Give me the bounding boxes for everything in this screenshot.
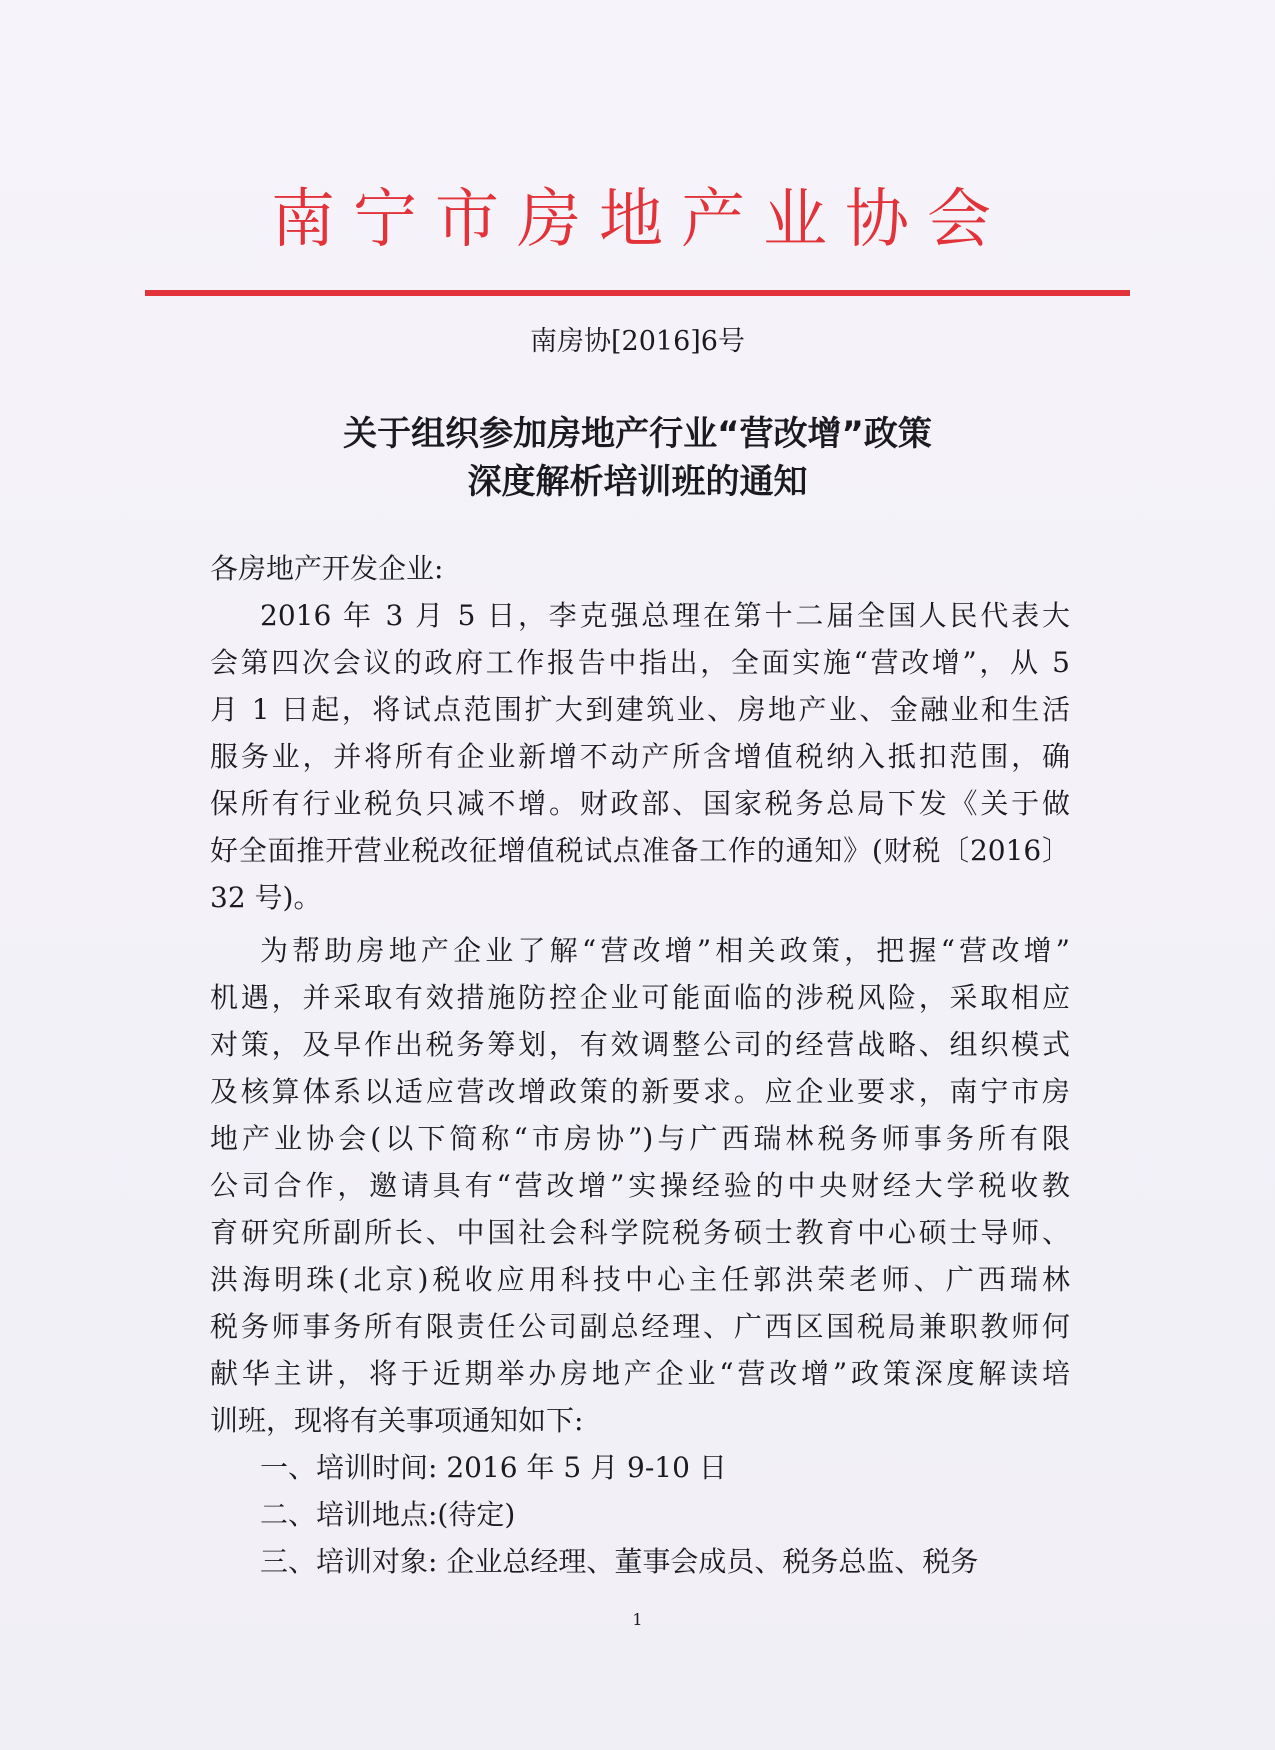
document-number: 南房协[2016]6号: [530, 326, 745, 357]
paragraph-1-line: 2016 年 3 月 5 日，李克强总理在第十二届全国人民代表大: [260, 599, 1070, 632]
paragraph-1-line: 服务业，并将所有企业新增不动产所含增值税纳入抵扣范围，确: [210, 740, 1070, 773]
organization-header: 南宁市房地产业协会: [271, 183, 1009, 257]
document-title-line-1: 关于组织参加房地产行业“营改增”政策: [343, 414, 932, 454]
salutation: 各房地产开发企业:: [210, 552, 444, 585]
training-time-item: 一、培训时间: 2016 年 5 月 9-10 日: [260, 1451, 727, 1484]
document-title-line-2: 深度解析培训班的通知: [467, 462, 808, 502]
paragraph-2-line: 及核算体系以适应营改增政策的新要求。应企业要求，南宁市房: [210, 1075, 1070, 1108]
paragraph-1-line: 保所有行业税负只减不增。财政部、国家税务总局下发《关于做: [210, 787, 1070, 820]
paragraph-2-line: 机遇，并采取有效措施防控企业可能面临的涉税风险，采取相应: [210, 981, 1070, 1014]
paragraph-1-line: 好全面推开营业税改征增值税试点准备工作的通知》(财税〔2016〕: [210, 834, 1070, 867]
paragraph-2-line: 训班，现将有关事项通知如下:: [210, 1404, 584, 1437]
training-audience-item: 三、培训对象: 企业总经理、董事会成员、税务总监、税务: [260, 1545, 979, 1578]
paragraph-2-line: 洪海明珠(北京)税收应用科技中心主任郭洪荣老师、广西瑞林: [210, 1263, 1070, 1296]
paragraph-2-line: 对策，及早作出税务筹划，有效调整公司的经营战略、组织模式: [210, 1028, 1070, 1061]
red-header-rule: [145, 290, 1130, 296]
page-number: 1: [632, 1610, 643, 1629]
paragraph-2-line: 税务师事务所有限责任公司副总经理、广西区国税局兼职教师何: [210, 1310, 1070, 1343]
paragraph-2-line: 地产业协会(以下简称“市房协”)与广西瑞林税务师事务所有限: [210, 1122, 1070, 1155]
paragraph-2-line: 为帮助房地产企业了解“营改增”相关政策，把握“营改增”: [260, 934, 1070, 967]
paragraph-1-line: 会第四次会议的政府工作报告中指出，全面实施“营改增”，从 5: [210, 646, 1070, 679]
paragraph-1-line: 月 1 日起，将试点范围扩大到建筑业、房地产业、金融业和生活: [210, 693, 1070, 726]
paragraph-1-line: 32 号)。: [210, 881, 322, 914]
paragraph-2-line: 献华主讲，将于近期举办房地产企业“营改增”政策深度解读培: [210, 1357, 1070, 1390]
paragraph-2-line: 育研究所副所长、中国社会科学院税务硕士教育中心硕士导师、: [210, 1216, 1070, 1249]
training-location-item: 二、培训地点:(待定): [260, 1498, 516, 1531]
paragraph-2-line: 公司合作，邀请具有“营改增”实操经验的中央财经大学税收教: [210, 1169, 1070, 1202]
